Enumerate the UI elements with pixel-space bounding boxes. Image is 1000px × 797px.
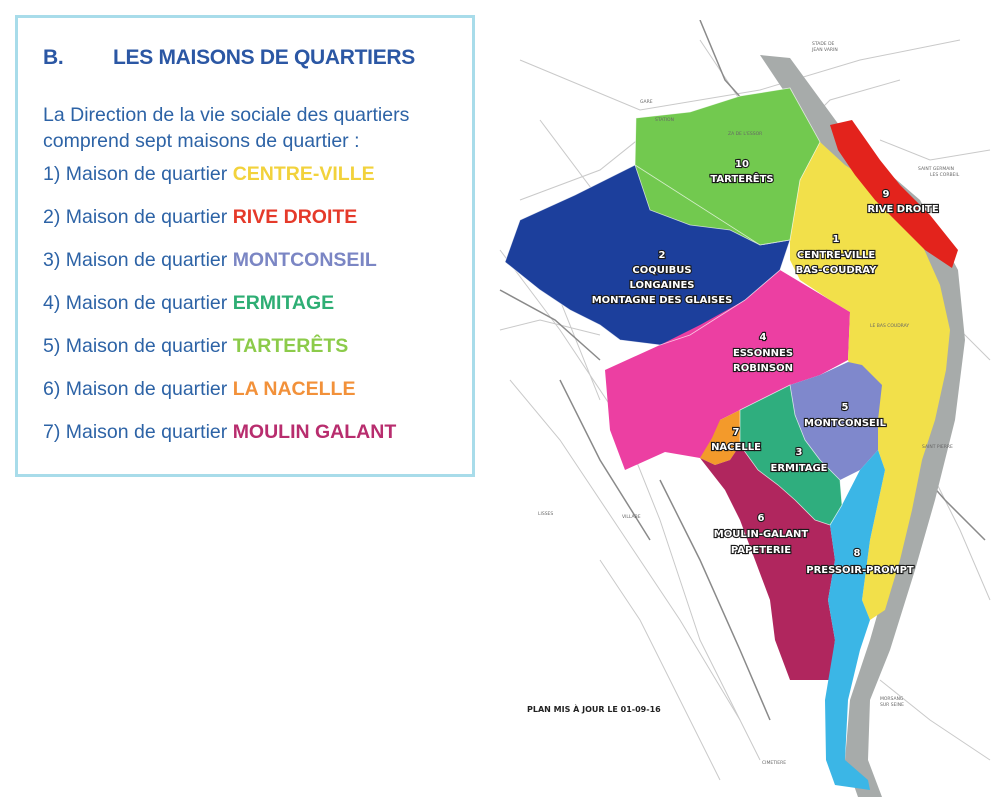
svg-text:VILLABE: VILLABE: [622, 515, 641, 520]
district-4-line1: ESSONNES: [732, 348, 794, 359]
maison-name: RIVE DROITE: [232, 206, 358, 228]
district-9-name: RIVE DROITE: [867, 204, 939, 215]
maison-item-4: [43, 292, 396, 335]
maison-item-6: [43, 378, 396, 421]
district-1-line1: CENTRE-VILLE: [796, 250, 876, 261]
maison-list: [43, 163, 396, 464]
district-map: [490, 20, 995, 797]
intro-text: La Direction de la vie sociale des quartiers comprend sept maisons de quartier :: [43, 104, 410, 152]
district-7-num: 7: [732, 427, 740, 438]
svg-text:GARE: GARE: [640, 100, 653, 105]
maison-name: CENTRE-VILLE: [232, 163, 375, 185]
svg-text:CIMETIERE: CIMETIERE: [762, 761, 787, 766]
map-footnote: PLAN MIS À JOUR LE 01-09-16: [527, 705, 661, 714]
district-8-num: 8: [853, 548, 861, 559]
district-6-num: 6: [757, 513, 765, 524]
district-3-num: 3: [795, 447, 803, 458]
maison-item-1: [43, 163, 396, 206]
district-6-line1: MOULIN-GALANT: [713, 529, 809, 540]
maison-prefix: 4) Maison de quartier: [43, 292, 233, 314]
section-letter: B.: [43, 46, 64, 69]
district-6-line2: PAPETERIE: [730, 545, 792, 556]
svg-text:STATION: STATION: [655, 118, 674, 123]
svg-text:SAINT PIERRE: SAINT PIERRE: [922, 445, 953, 450]
info-box: [15, 15, 475, 477]
maison-item-3: [43, 249, 396, 292]
district-5-name: MONTCONSEIL: [804, 418, 886, 429]
district-3-name: ERMITAGE: [770, 463, 828, 474]
district-7-name: NACELLE: [711, 442, 761, 453]
district-8-name: PRESSOIR-PROMPT: [806, 565, 914, 576]
maison-prefix: 6) Maison de quartier: [43, 378, 233, 400]
svg-text:ZA DE L'ESSOR: ZA DE L'ESSOR: [728, 132, 763, 137]
maison-item-2: [43, 206, 396, 249]
svg-text:MORSANG: MORSANG: [880, 697, 904, 702]
maison-name: ERMITAGE: [232, 292, 335, 314]
district-2-line2: LONGAINES: [629, 280, 695, 291]
maison-prefix: 5) Maison de quartier: [43, 335, 233, 357]
district-4-num: 4: [759, 332, 767, 343]
svg-text:JEAN VARIN: JEAN VARIN: [812, 48, 838, 53]
district-1-num: 1: [832, 234, 840, 245]
district-2-line1: COQUIBUS: [632, 265, 692, 276]
maison-item-5: [43, 335, 396, 378]
maison-prefix: 7) Maison de quartier: [43, 421, 233, 443]
maison-prefix: 2) Maison de quartier: [43, 206, 233, 228]
maison-prefix: 3) Maison de quartier: [43, 249, 233, 271]
maison-item-7: [43, 421, 396, 464]
district-9-num: 9: [882, 189, 890, 200]
district-2-line3: MONTAGNE DES GLAISES: [591, 295, 733, 306]
svg-text:SAINT GERMAIN: SAINT GERMAIN: [918, 167, 955, 172]
maison-name: MONTCONSEIL: [232, 249, 377, 271]
section-heading: [43, 46, 415, 70]
district-4-line2: ROBINSON: [733, 363, 793, 374]
section-title: LES MAISONS DE QUARTIERS: [113, 46, 415, 69]
svg-text:SUR SEINE: SUR SEINE: [880, 703, 904, 708]
maison-name: MOULIN GALANT: [232, 421, 397, 443]
maison-prefix: 1) Maison de quartier: [43, 163, 233, 185]
district-10-num: 10: [735, 159, 749, 170]
district-2-num: 2: [658, 250, 666, 261]
district-10-name: TARTERÊTS: [710, 174, 774, 185]
maison-name: TARTERÊTS: [232, 335, 349, 357]
district-1-line2: BAS-COUDRAY: [795, 265, 877, 276]
svg-text:LISSES: LISSES: [538, 512, 554, 517]
district-5-num: 5: [841, 402, 849, 413]
svg-text:LE BAS COUDRAY: LE BAS COUDRAY: [870, 324, 910, 329]
svg-text:LES CORBEIL: LES CORBEIL: [930, 173, 960, 178]
maison-name: LA NACELLE: [232, 378, 356, 400]
svg-text:STADE DE: STADE DE: [812, 42, 835, 47]
